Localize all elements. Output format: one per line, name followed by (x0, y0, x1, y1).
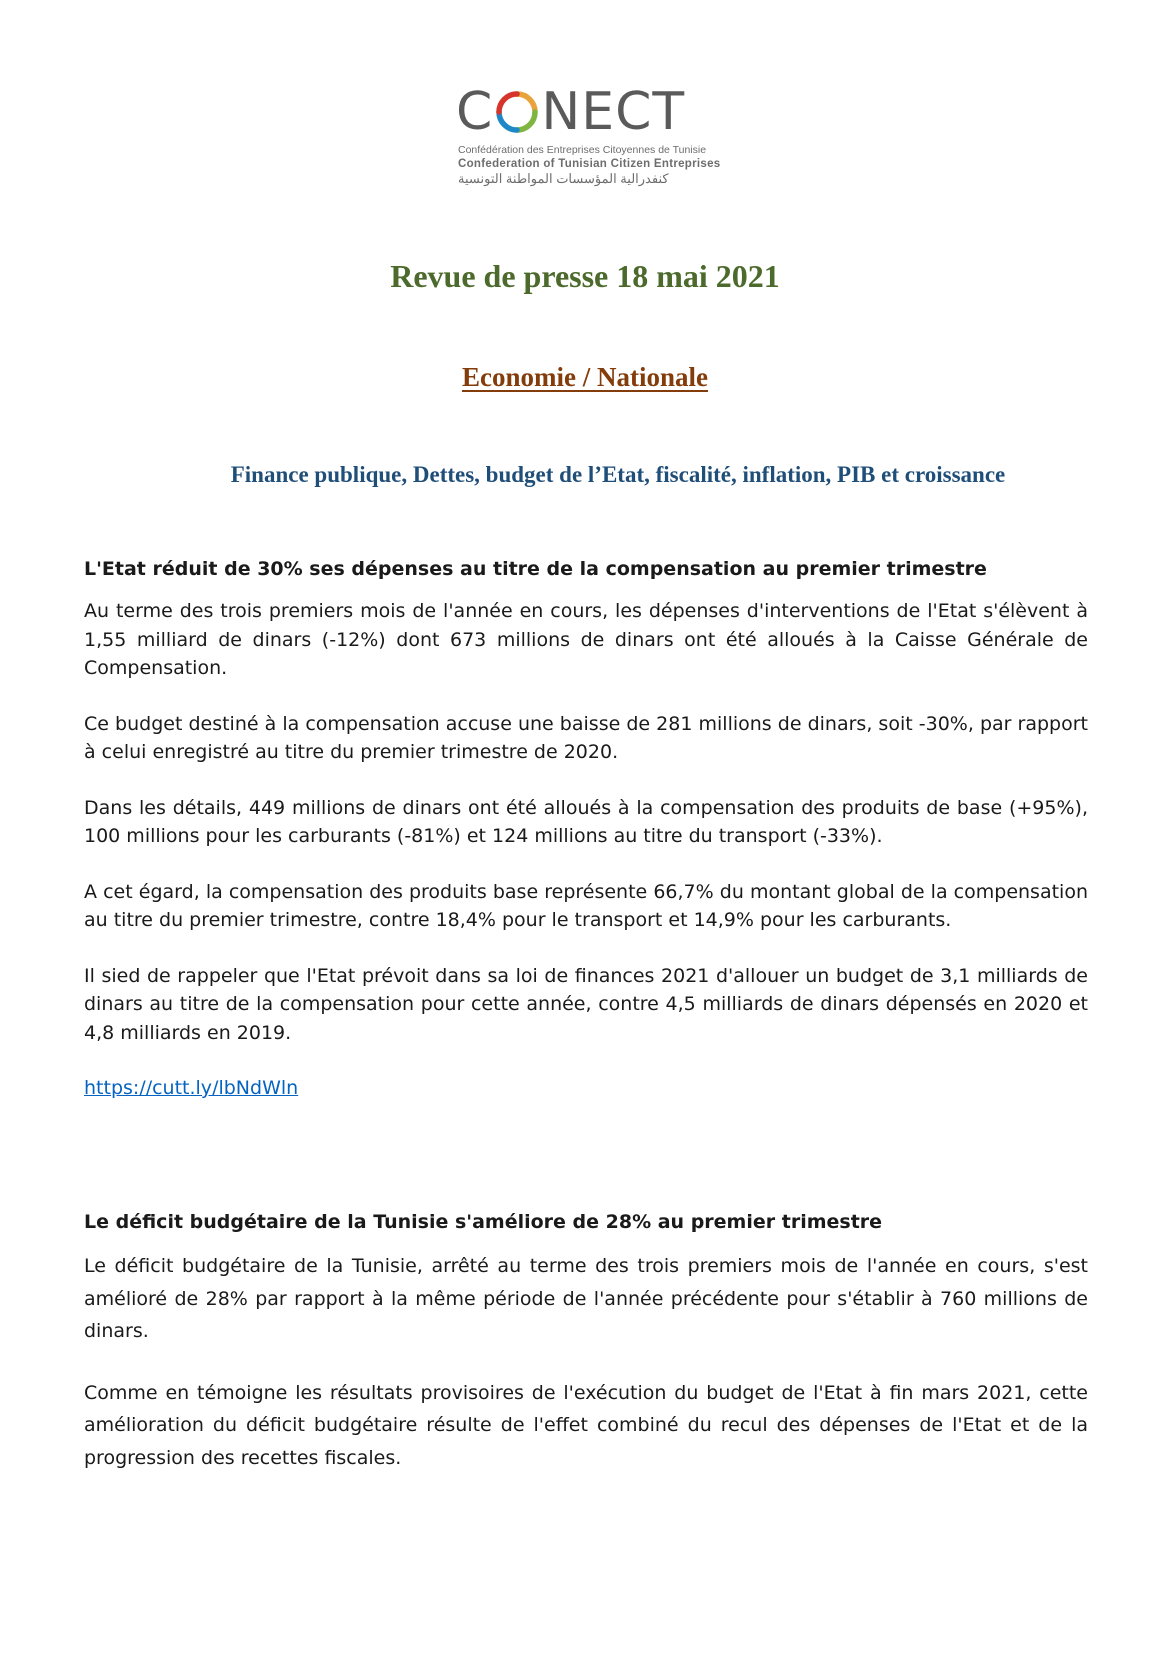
article-paragraph: A cet égard, la compensation des produits base représente 66,7% du montant global de la compensation au titre du premier trimestre, contre 18,4% pour le transport et 14,9% pour les carburants. (84, 880, 1088, 931)
article-paragraph: Ce budget destiné à la compensation accuse une baisse de 281 millions de dinars, soit -30%, par rapport à celui enregistré au titre du premier trimestre de 2020. (84, 712, 1088, 763)
article-title: Le déficit budgétaire de la Tunisie s'améliore de 28% au premier trimestre (84, 1211, 883, 1233)
subsection-title: Finance publique, Dettes, budget de l’Etat, fiscalité, inflation, PIB et croissance (230, 462, 1006, 487)
article-paragraph: Le déficit budgétaire de la Tunisie, arrêté au terme des trois premiers mois de l'année en cours, s'est amélioré de 28% par rapport à la même période de l'année précédente pour s'établir à 760 millions de dinars. (84, 1255, 1088, 1342)
article-source-link[interactable]: https://cutt.ly/lbNdWln (84, 1077, 299, 1099)
conect-logo (452, 84, 724, 194)
article-compensation (84, 556, 1088, 1102)
logo-ring-icon (494, 89, 540, 135)
logo-wordmark: C NECT (456, 82, 686, 142)
section-title (0, 360, 1170, 394)
article-paragraph: Dans les détails, 449 millions de dinars ont été alloués à la compensation des produits de base (+95%), 100 millions pour les carburants (-81%) et 124 millions au titre du transport (-33%). (84, 796, 1088, 847)
article-title: L'Etat réduit de 30% ses dépenses au titre de la compensation au premier trimestre (84, 558, 987, 580)
logo-tagline-fr: Confédération des Entreprises Citoyennes de Tunisie (458, 144, 707, 156)
article-paragraph: Il sied de rappeler que l'Etat prévoit dans sa loi de finances 2021 d'allouer un budget de 3,1 milliards de dinars au titre de la compensation pour cette année, contre 4,5 milliards de dinars dépensés en 2020 et 4,8 milliards en 2019. (84, 964, 1088, 1044)
section-title-text: Economie / Nationale (462, 362, 708, 392)
logo-tagline-ar: كنفدرالية المؤسسات المواطنة التونسية (458, 171, 669, 186)
article-deficit (84, 1209, 1088, 1503)
article-paragraph: Au terme des trois premiers mois de l'année en cours, les dépenses d'interventions de l'Etat s'élèvent à 1,55 milliard de dinars (-12%) dont 673 millions de dinars ont été alloués à la Caisse Générale de Compensation. (84, 600, 1088, 679)
article-paragraph: Comme en témoigne les résultats provisoires de l'exécution du budget de l'Etat à fin mars 2021, cette amélioration du déficit budgétaire résulte de l'effet combiné du recul des dépenses de l'Etat et de la progression des recettes fiscales. (84, 1381, 1088, 1469)
page-title: Revue de presse 18 mai 2021 (390, 258, 780, 294)
logo-tagline-en: Confederation of Tunisian Citizen Entreprises (458, 158, 721, 170)
